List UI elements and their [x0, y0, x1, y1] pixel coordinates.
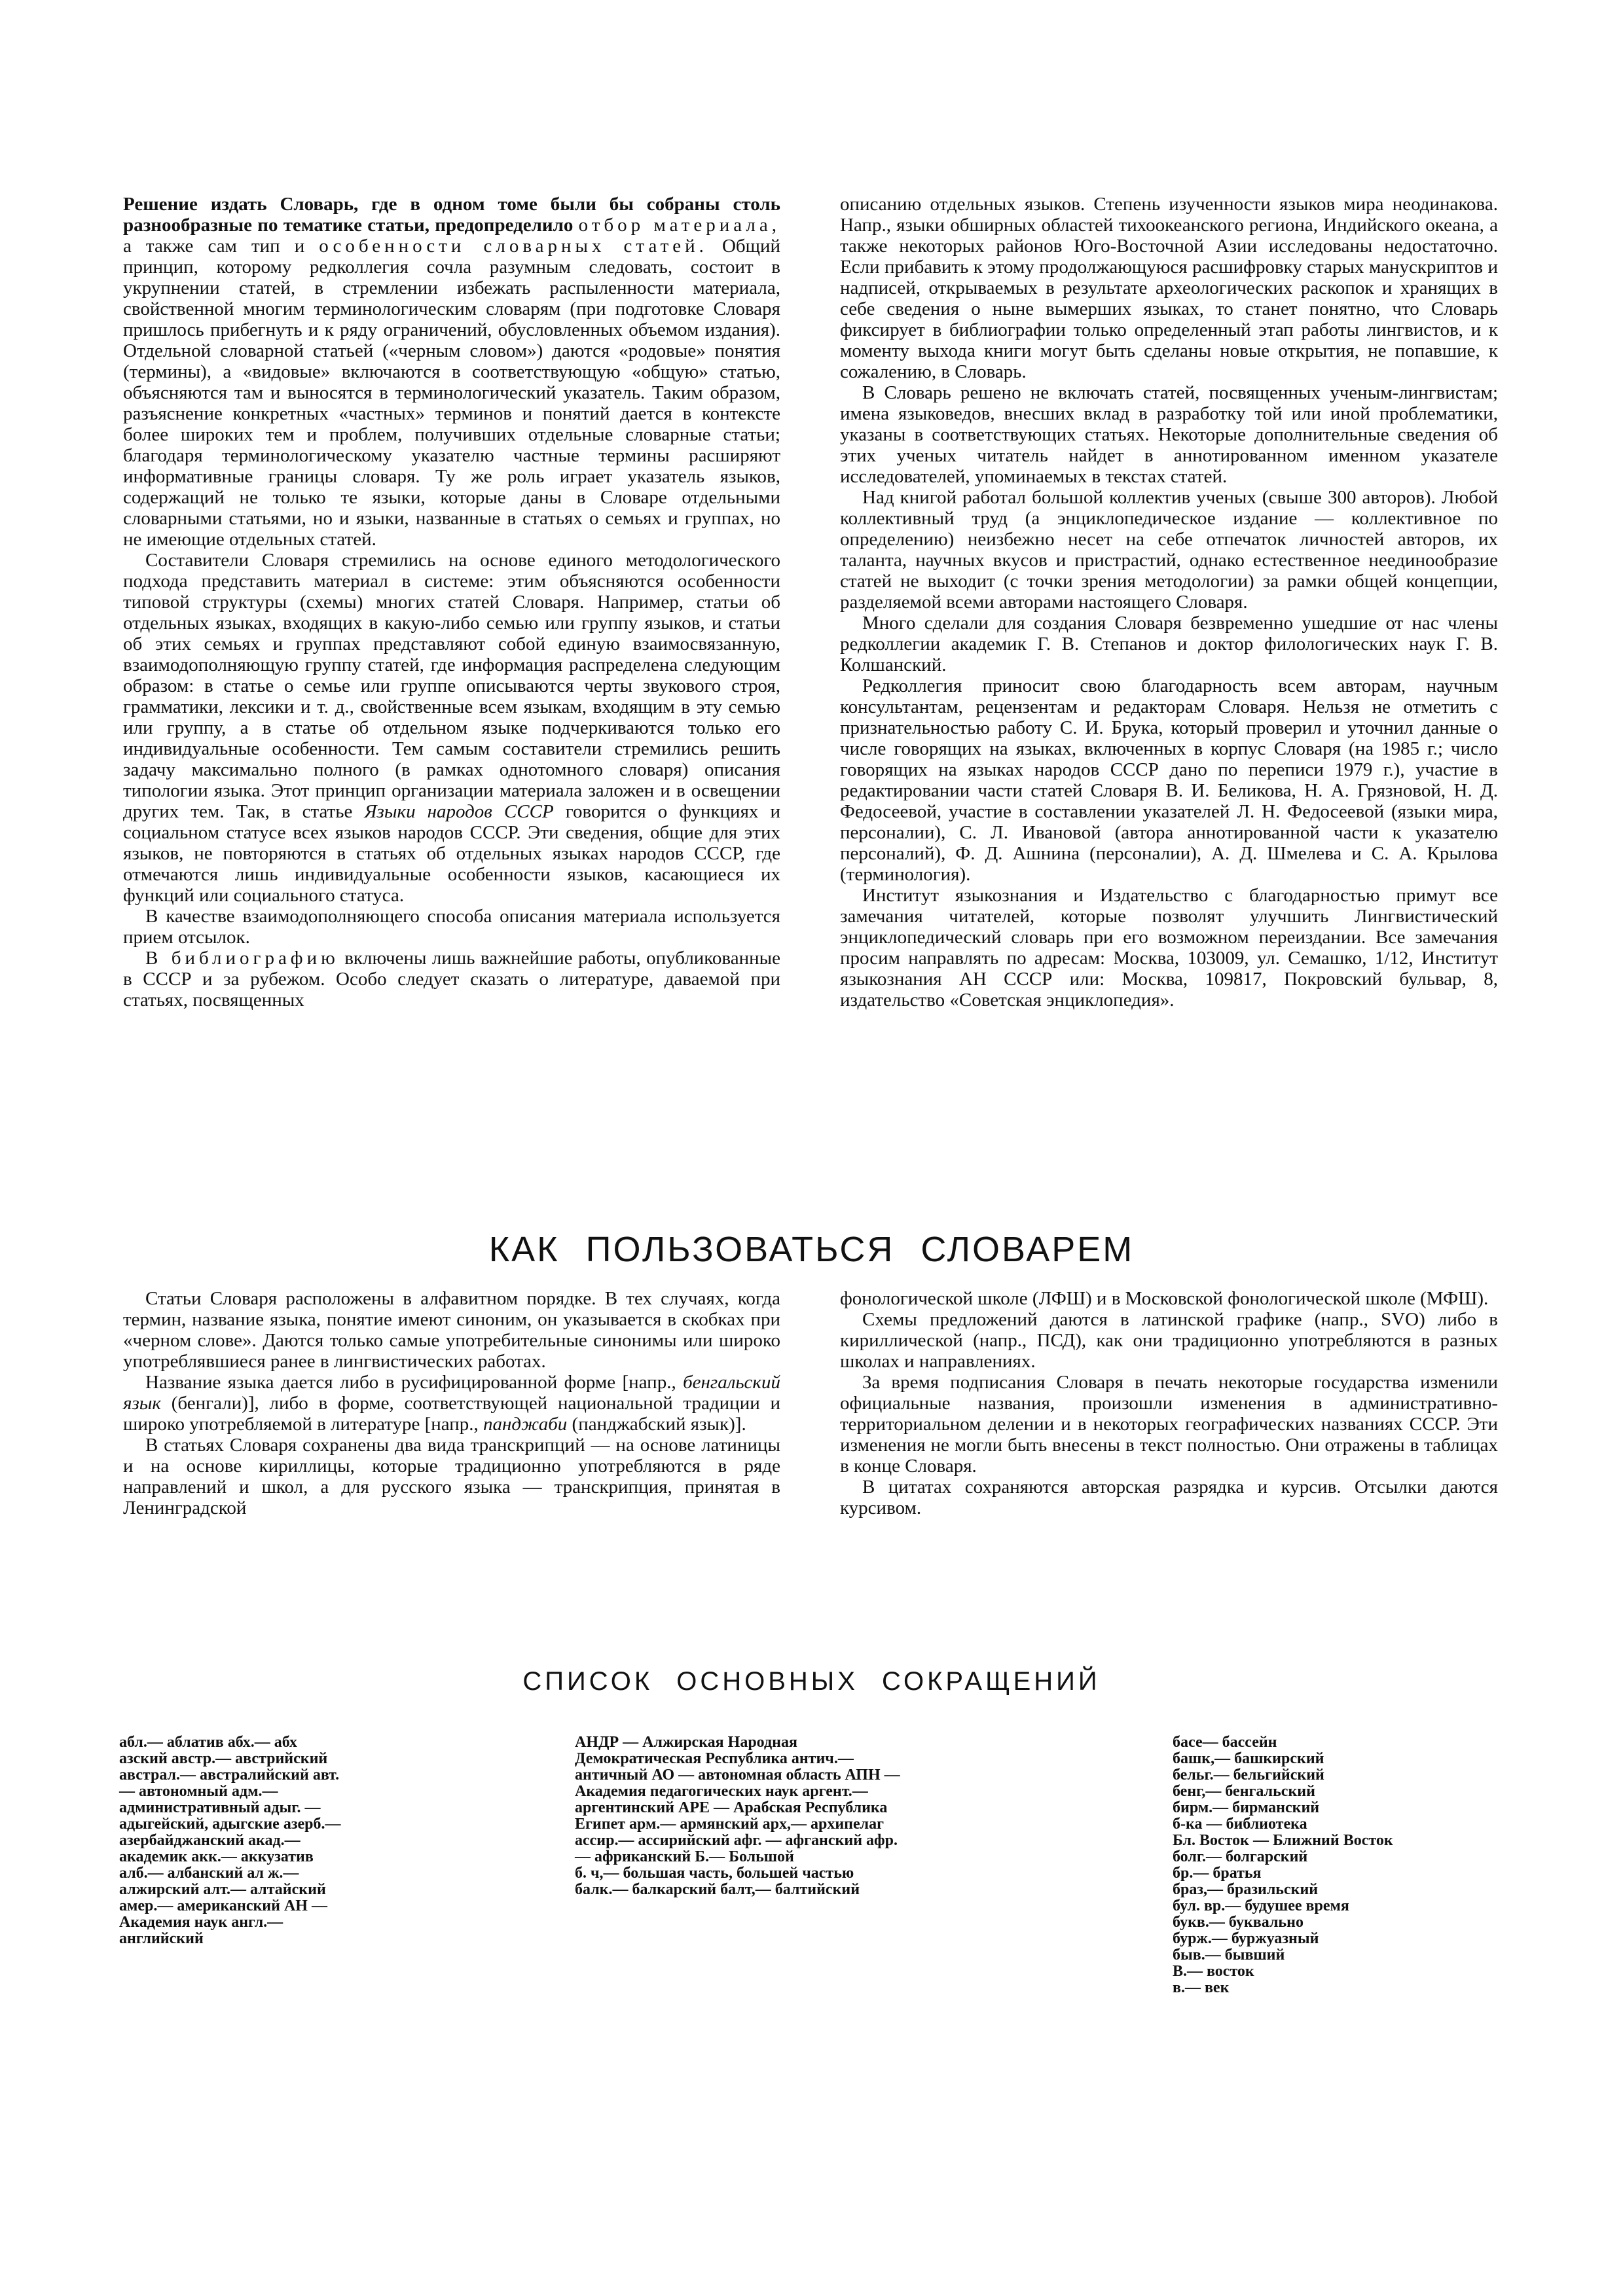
article-reference: Языки народов СССР [364, 801, 554, 822]
abbreviation-entry: амер.— американский АН — [119, 1897, 327, 1914]
abbreviation-entry: английский [119, 1930, 204, 1947]
howto-heading: КАК ПОЛЬЗОВАТЬСЯ СЛОВАРЕМ [488, 1230, 1135, 1269]
abbreviation-entry: бирм.— бирманский [1173, 1799, 1320, 1816]
howto-text: (панджабский язык)]. [572, 1414, 746, 1435]
intro-paragraph: В качестве взаимодополняющего способа описания материала используется прием отсылок. [123, 906, 780, 948]
howto-right-column [840, 1288, 1498, 1518]
intro-paragraph: В Словарь решено не включать статей, посвященных ученым-лингвистам; имена языковедов, внесших вклад в разработку той или иной проблематики, указаны в соответствующих статьях. Некоторые дополнительные сведения об этих ученых читатель найдет в аннотированном именном указателе исследователей, упоминаемых в текстах статей. [840, 382, 1498, 487]
abbreviation-entry: абл.— аблатив абх.— абх [119, 1734, 297, 1751]
abbreviation-entry: австрал.— австралийский авт. [119, 1767, 340, 1784]
howto-paragraph: В цитатах сохраняются авторская разрядка и курсив. Отсылки даются курсивом. [840, 1477, 1498, 1518]
abbreviations-column-2 [575, 1734, 1046, 1898]
howto-paragraph: Статьи Словаря расположены в алфавитном порядке. В тех случаях, когда термин, название языка, понятие имеют синоним, он указывается в скобках при «черном слове». Даются только самые употребительные синонимы или широко употреблявшиеся ранее в лингвистических работах. [123, 1288, 780, 1372]
intro-paragraph: Институт языкознания и Издательство с благодарностью примут все замечания читателей, которые позволят улучшить Лингвистический энциклопедический словарь при его возможном переиздании. Все замечания просим направлять по адресам: Москва, 103009, ул. Семашко, 1/12, Институт языкознания АН СССР или: Москва, 109817, Покровский бульвар, 8, издательство «Советская энциклопедия». [840, 885, 1498, 1011]
intro-text: Общий принцип, которому редколлегия сочла разумным следовать, состоит в укрупнении статей, в стремлении избежать распыленности материала, свойственной многим терминологическим словарям (при подготовке Словаря пришлось прибегнуть и к ряду ограничений, обусловленных объемом издания). Отдельной словарной статьей («черным словом») даются «родовые» понятия (термины), а «видовые» включаются в соответствующую «общую» статью, объясняются там и выносятся в терминологический указатель. Таким образом, разъяснение конкретных «частных» терминов и понятий дается в контексте более широких тем и проблем, получивших отдельные словарные статьи; благодаря терминологическому указателю частные термины расширяют информативные границы словаря. Ту же роль играет указатель языков, содержащий не только те языки, которые даны в Словаре отдельными словарными статьями, но и языки, названные в статьях о семьях и группах, но не имеющие отдельных статей. [123, 236, 781, 550]
abbreviation-entry: академик акк.— аккузатив [119, 1848, 314, 1865]
abbreviation-entry: азский австр.— австрийский [119, 1750, 328, 1767]
intro-paragraph [123, 948, 780, 1011]
howto-text: Название языка дается либо в русифицированной форме [напр., [145, 1372, 676, 1393]
abbreviation-entry: в.— век [1173, 1979, 1230, 1996]
howto-paragraph [123, 1372, 780, 1435]
abbreviations-column-1 [119, 1734, 460, 1947]
abbreviation-entry: бельг.— бельгийский [1173, 1767, 1324, 1784]
howto-paragraph: В статьях Словаря сохранены два вида транскрипций — на основе латиницы и на основе кириллицы, которые традиционно употребляются в ряде направлений и школ, а для русского языка — транскрипция, принятая в Ленинградской [123, 1435, 780, 1518]
intro-text: а также сам тип и [123, 236, 305, 257]
abbreviation-entry: азербайджанский акад.— [119, 1832, 301, 1849]
abbreviation-entry: ассир.— ассирийский афг. — афганский афр. [575, 1832, 898, 1849]
abbreviation-entry: Академия наук англ.— [119, 1914, 283, 1931]
intro-paragraph: Редколлегия приносит свою благодарность всем авторам, научным консультантам, рецензентам и редакторам Словаря. Нельзя не отметить с признательностью работу С. И. Брука, который проверил и уточнил данные о числе говорящих на языках, включенных в корпус Словаря (на 1985 г.; число говорящих на языках народов СССР дано по переписи 1979 г.), участие в редактировании части статей Словаря В. И. Беликова, Н. А. Грязновой, Н. Д. Федосеевой, участие в составлении указателей Л. Н. Федосеевой (языки мира, персоналии), С. Л. Ивановой (автора аннотированной части к указателю персоналий), Ф. Д. Ашнина (персоналии), А. Д. Шмелева и С. А. Крылова (терминология). [840, 675, 1498, 885]
abbreviation-entry: Бл. Восток — Ближний Восток [1173, 1832, 1393, 1849]
abbreviation-entry: алжирский алт.— алтайский [119, 1881, 326, 1898]
abbreviation-entry: адыгейский, адыгские азерб.— [119, 1816, 341, 1833]
intro-right-column [840, 194, 1498, 1011]
spaced-term: особенности словарных статей. [319, 236, 708, 257]
howto-text: (бенгали)], либо в форме, соответствующей национальной традиции и широко употребляемой в литературе [напр., [123, 1393, 781, 1435]
howto-paragraph: фонологической школе (ЛФШ) и в Московской фонологической школе (МФШ). [840, 1288, 1489, 1309]
abbreviation-entry: бр.— братья [1173, 1865, 1262, 1882]
howto-left-column [123, 1288, 780, 1518]
intro-lead: Решение издать Словарь, где в одном томе были бы собраны столь разнообразные по тематике статьи, предопределило [123, 194, 780, 236]
abbreviation-entry: быв.— бывший [1173, 1946, 1285, 1964]
abbreviation-entry: б. ч,— большая часть, большей частью [575, 1865, 854, 1882]
howto-paragraph: Схемы предложений даются в латинской графике (напр., SVO) либо в кириллической (напр., ПСД), как они традиционно употребляются в разных школах и направлениях. [840, 1309, 1498, 1372]
abbreviations-column-3 [1173, 1734, 1513, 1996]
spaced-term: В библиографию [145, 948, 339, 969]
abbreviation-entry: — африканский Б.— Большой [575, 1848, 794, 1865]
abbreviation-entry: балк.— балкарский балт,— балтийский [575, 1881, 860, 1898]
abbreviation-entry: б-ка — библиотека [1173, 1816, 1307, 1833]
abbreviation-entry: аргентинский АРЕ — Арабская Республика [575, 1799, 888, 1816]
abbreviation-entry: — автономный адм.— [119, 1783, 278, 1800]
abbreviation-entry: административный адыг. — [119, 1799, 321, 1816]
example-term: панджаби [483, 1414, 568, 1435]
intro-paragraph: Много сделали для создания Словаря безвременно ушедшие от нас члены редколлегии академик Г. В. Степанов и доктор филологических наук Г. В. Колшанский. [840, 613, 1498, 675]
spaced-term: отбор материала, [578, 215, 781, 236]
intro-paragraph: Над книгой работал большой коллектив ученых (свыше 300 авторов). Любой коллективный труд (а энциклопедическое издание — коллективное по определению) неизбежно несет на себе отпечаток личностей авторов, их таланта, научных вкусов и пристрастий, однако естественное неединообразие статей не выходит (с точки зрения методологии) за рамки общей концепции, разделяемой всеми авторами настоящего Словаря. [840, 487, 1498, 613]
intro-text: Составители Словаря стремились на основе единого методологического подхода представить материал в системе: этим объясняются особенности типовой структуры (схемы) многих статей Словаря. Например, статьи об отдельных языках, входящих в какую-либо семью или группу языков, и статьи об этих семьях и группах представляют собой единую взаимосвязанную, взаимодополняющую группу статей, где информация распределена следующим образом: в статье о семье или группе описываются черты звукового строя, грамматики, лексики и т. д., свойственные всем языкам, входящим в эту семью или группу, а в статье об отдельном языке подчеркиваются только его индивидуальные особенности. Тем самым составители стремились решить задачу максимально полного (в рамках однотомного словаря) описания типологии языка. Этот принцип организации материала заложен и в освещении других тем. Так, в статье [123, 550, 780, 822]
howto-paragraph: За время подписания Словаря в печать некоторые государства изменили официальные названия, произошли изменения в административно-территориальном делении и в некоторых географических названиях СССР. Эти изменения не могли быть внесены в текст полностью. Они отражены в таблицах в конце Словаря. [840, 1372, 1498, 1477]
abbreviation-entry: браз,— бразильский [1173, 1881, 1319, 1898]
abbreviation-entry: В.— восток [1173, 1963, 1254, 1980]
intro-text: говорится о функциях и социальном статусе всех языков народов СССР. Эти сведения, общие для этих языков, не повторяются в статьях об отдельных языках народов СССР, где отмечаются лишь индивидуальные особенности языков, касающиеся их функций или социального статуса. [123, 801, 781, 906]
intro-paragraph: описанию отдельных языков. Степень изученности языков мира неодинакова. Напр., языки обширных областей тихоокеанского региона, Индийского океана, а также некоторых районов Юго-Восточной Азии исследованы недостаточно. Если прибавить к этому продолжающуюся расшифровку старых манускриптов и надписей, открываемых в результате археологических раскопок и хранящих в себе сведения о ныне вымерших языках, то станет понятно, что Словарь фиксирует в библиографии только определенный этап работы лингвистов, и к моменту выхода книги могут быть сделаны новые открытия, не попавшие, к сожалению, в Словарь. [840, 194, 1498, 382]
intro-paragraph [123, 550, 780, 906]
abbreviation-entry: бул. вр.— будушее время [1173, 1897, 1349, 1914]
abbreviation-entry: басе— бассейн [1173, 1734, 1277, 1751]
abbreviation-entry: античный АО — автономная область АПН — [575, 1767, 900, 1784]
abbreviation-entry: Академия педагогических наук аргент.— [575, 1783, 868, 1800]
abbreviation-entry: бенг,— бенгальский [1173, 1783, 1315, 1800]
abbreviation-entry: башк,— башкирский [1173, 1750, 1324, 1767]
abbreviation-entry: алб.— албанский ал ж.— [119, 1865, 299, 1882]
abbreviations-heading: СПИСОК ОСНОВНЫХ СОКРАЩЕНИЙ [522, 1667, 1101, 1696]
intro-text: включены лишь важнейшие работы, опубликованные в СССР и за рубежом. Особо следует сказать о литературе, даваемой при статьях, посвященных [123, 948, 780, 1011]
abbreviation-entry: бурж.— буржуазный [1173, 1930, 1319, 1947]
abbreviation-entry: Египет арм.— армянский арх,— архипелаг [575, 1816, 884, 1833]
example-term: бенгальский язык [123, 1372, 780, 1414]
abbreviation-entry: АНДР — Алжирская Народная [575, 1734, 797, 1751]
intro-left-column [123, 194, 780, 1011]
abbreviation-entry: Демократическая Республика антич.— [575, 1750, 854, 1767]
intro-paragraph [123, 194, 780, 550]
abbreviation-entry: букв.— буквально [1173, 1914, 1304, 1931]
abbreviation-entry: болг.— болгарский [1173, 1848, 1308, 1865]
